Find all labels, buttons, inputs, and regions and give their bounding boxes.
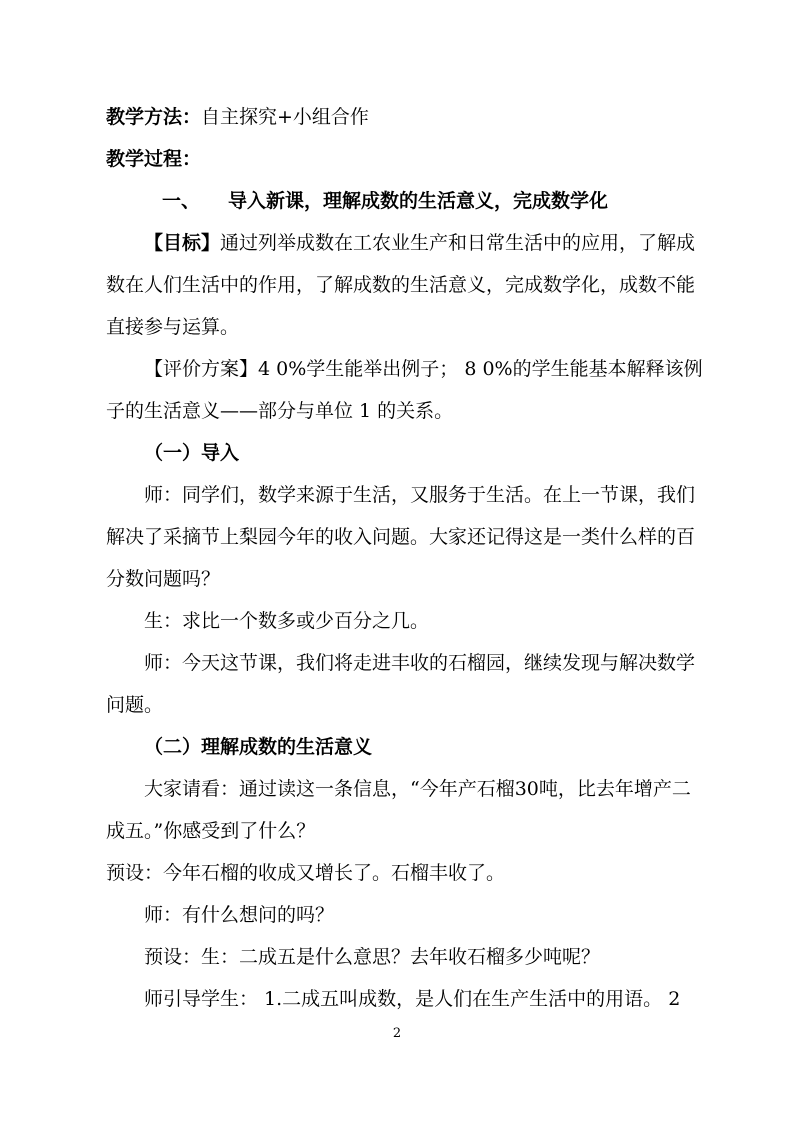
evaluation-text-2: 子的生活意义——部分与单位 1 的关系。 [106, 400, 454, 422]
teaching-method-line [106, 104, 369, 130]
paragraph-1-line-2: 解决了采摘节上梨园今年的收入问题。大家还记得这是一类什么样的百 [106, 526, 696, 548]
paragraph-3-line-2: 问题。 [106, 694, 164, 716]
paragraph-1-line-3: 分数问题吗？ [106, 568, 221, 590]
evaluation-label: 【评价方案】 [144, 358, 259, 380]
section1-number: 一、 [162, 190, 201, 212]
page-number: 2 [392, 1026, 402, 1041]
goal-text-3: 直接参与运算。 [106, 316, 240, 338]
paragraph-5: 预设：今年石榴的收成又增长了。石榴丰收了。 [106, 862, 506, 884]
subsection-meaning-heading: （二）理解成数的生活意义 [144, 736, 373, 758]
evaluation-text-1: 4 0%学生能举出例子； 8 0%的学生能基本解释该例 [258, 358, 703, 380]
teaching-method-value: 自主探究+小组合作 [201, 106, 369, 128]
subsection-intro-heading: （一）导入 [144, 442, 240, 464]
section1-heading [162, 188, 608, 214]
paragraph-8: 师引导学生： 1.二成五叫成数，是人们在生产生活中的用语。 2 [144, 988, 681, 1010]
evaluation-line-1 [144, 356, 703, 382]
teaching-process-label: 教学过程： [106, 148, 202, 170]
paragraph-4-line-1: 大家请看：通过读这一条信息，“今年产石榴30吨，比去年增产二 [144, 778, 691, 800]
goal-line-1 [144, 230, 695, 256]
paragraph-6: 师：有什么想问的吗？ [144, 904, 335, 926]
teaching-method-label: 教学方法： [106, 106, 202, 128]
paragraph-4-line-2: 成五。”你感受到了什么？ [106, 820, 316, 842]
goal-text-2: 数在人们生活中的作用，了解成数的生活意义，完成数学化，成数不能 [106, 274, 696, 296]
paragraph-1-line-1: 师：同学们，数学来源于生活，又服务于生活。在上一节课，我们 [144, 484, 696, 506]
paragraph-3-line-1: 师：今天这节课，我们将走进丰收的石榴园，继续发现与解决数学 [144, 652, 696, 674]
section1-title: 导入新课，理解成数的生活意义，完成数学化 [228, 190, 609, 212]
paragraph-7: 预设：生：二成五是什么意思？去年收石榴多少吨呢？ [144, 946, 601, 968]
goal-label: 【目标】 [144, 232, 221, 254]
goal-text-1: 通过列举成数在工农业生产和日常生活中的应用，了解成 [220, 232, 696, 254]
paragraph-2: 生：求比一个数多或少百分之几。 [144, 610, 430, 632]
